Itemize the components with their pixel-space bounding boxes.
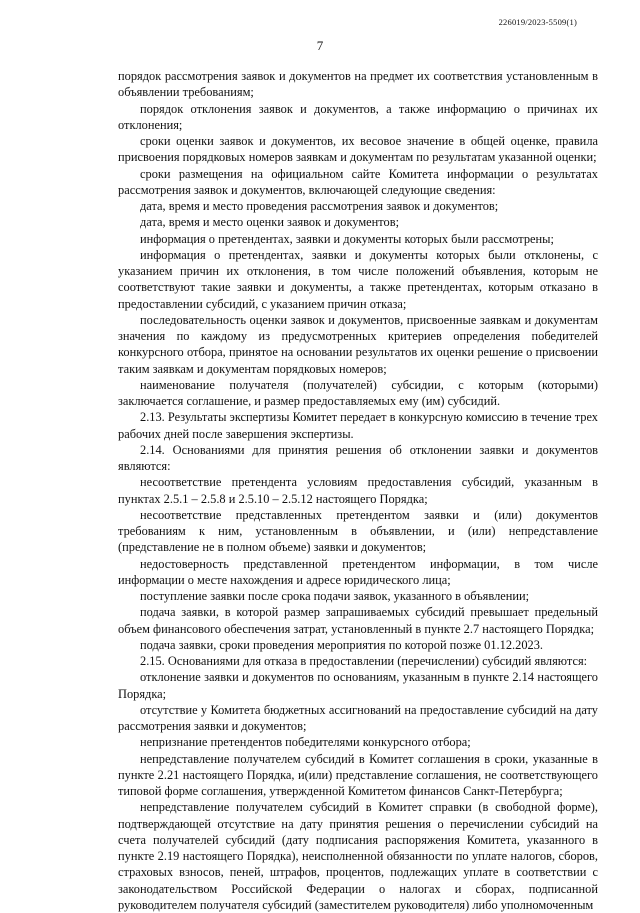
paragraph: недостоверность представленной претендентом информации, в том числе информации о месте нахождения и адресе юридического лица; bbox=[118, 556, 598, 587]
paragraph: 2.13. Результаты экспертизы Комитет передает в конкурсную комиссию в течение трех рабочих дней после завершения экспертизы. bbox=[118, 410, 598, 441]
paragraph: непредставление получателем субсидий в Комитет соглашения в сроки, указанные в пункте 2.21 настоящего Порядка, и(или) представление соглашения, не соответствующего типовой форме соглашения, утвержденной Комитетом финансов Санкт-Петербурга; bbox=[118, 751, 598, 798]
paragraph: непризнание претендентов победителями конкурсного отбора; bbox=[140, 735, 471, 750]
paragraph: поступление заявки после срока подачи заявок, указанного в объявлении; bbox=[140, 589, 530, 603]
paragraph: порядок отклонения заявок и документов, а также информацию о причинах их отклонения; bbox=[118, 101, 598, 132]
paragraph: подача заявки, сроки проведения мероприятия по которой позже 01.12.2023. bbox=[140, 637, 544, 652]
document-number: 226019/2023-5509(1) bbox=[498, 17, 577, 27]
paragraph: наименование получателя (получателей) субсидии, с которым (которыми) заключается соглашение, и размер предоставляемых ему (им) субсидий. bbox=[118, 377, 598, 408]
paragraph: отклонение заявки и документов по основаниям, указанным в пункте 2.14 настоящего Порядка; bbox=[118, 670, 598, 701]
paragraph: отсутствие у Комитета бюджетных ассигнований на предоставление субсидий на дату рассмотрения заявки и документов; bbox=[118, 702, 598, 733]
paragraph: подача заявки, в которой размер запрашиваемых субсидий превышает предельный объем финансового обеспечения затрат, установленный в пункте 2.7 настоящего Порядка; bbox=[118, 605, 598, 636]
paragraph: несоответствие представленных претендентом заявки и (или) документов требованиям к ним, установленным в объявлении, и (или) непредставление (представление не в полном объеме) заявки и документов; bbox=[118, 507, 598, 555]
page-number: 7 bbox=[316, 38, 324, 53]
paragraph: сроки оценки заявок и документов, их весовое значение в общей оценке, правила присвоения порядковых номеров заявкам и документам по результатам указанной оценки; bbox=[118, 134, 598, 165]
paragraph: непредставление получателем субсидий в Комитет справки (в свободной форме), подтверждающей отсутствие на дату принятия решения о перечислении субсидий на счета получателей субсидий (дату подписания распоряжения Комитета, указанного в пункте 2.19 настоящего Порядка), неисполненной обязанности по уплате налогов, сборов, страховых взносов, пеней, штрафов, процентов, подлежащих уплате в соответствии с законодательством Российской Федерации о налогах и сборах, подписанной руководителем получателя субсидий (заместителем руководителя) либо уполномоченным bbox=[118, 800, 598, 912]
paragraph: 2.14. Основаниями для принятия решения об отклонении заявки и документов являются: bbox=[118, 442, 598, 473]
paragraph: информация о претендентах, заявки и документы которых были рассмотрены; bbox=[140, 231, 554, 246]
paragraph: информация о претендентах, заявки и документы которых были отклонены, с указанием причин их отклонения, в том числе положений объявления, которым не соответствуют такие заявки и документы, а также претендентах, которым отказано в предоставлении субсидий, с указанием причин отказа; bbox=[118, 247, 598, 311]
paragraph: 2.15. Основаниями для отказа в предоставлении (перечислении) субсидий являются: bbox=[140, 654, 588, 668]
paragraph: сроки размещения на официальном сайте Комитета информации о результатах рассмотрения заявок и документов, включающей следующие сведения: bbox=[118, 166, 598, 197]
paragraph: дата, время и место оценки заявок и документов; bbox=[140, 215, 400, 230]
document-body bbox=[118, 68, 598, 913]
paragraph: дата, время и место проведения рассмотрения заявок и документов; bbox=[140, 199, 499, 213]
paragraph: порядок рассмотрения заявок и документов на предмет их соответствия установленным в объявлении требованиям; bbox=[118, 69, 598, 100]
paragraph: несоответствие претендента условиям предоставления субсидий, указанным в пунктах 2.5.1 – 2.5.8 и 2.5.10 – 2.5.12 настоящего Порядка; bbox=[118, 475, 598, 506]
paragraph: последовательность оценки заявок и документов, присвоенные заявкам и документам значения по каждому из предусмотренных критериев определения победителей конкурсного отбора, принятое на основании результатов их оценки решение о присвоении таким заявкам и документам порядковых номеров; bbox=[118, 312, 598, 376]
